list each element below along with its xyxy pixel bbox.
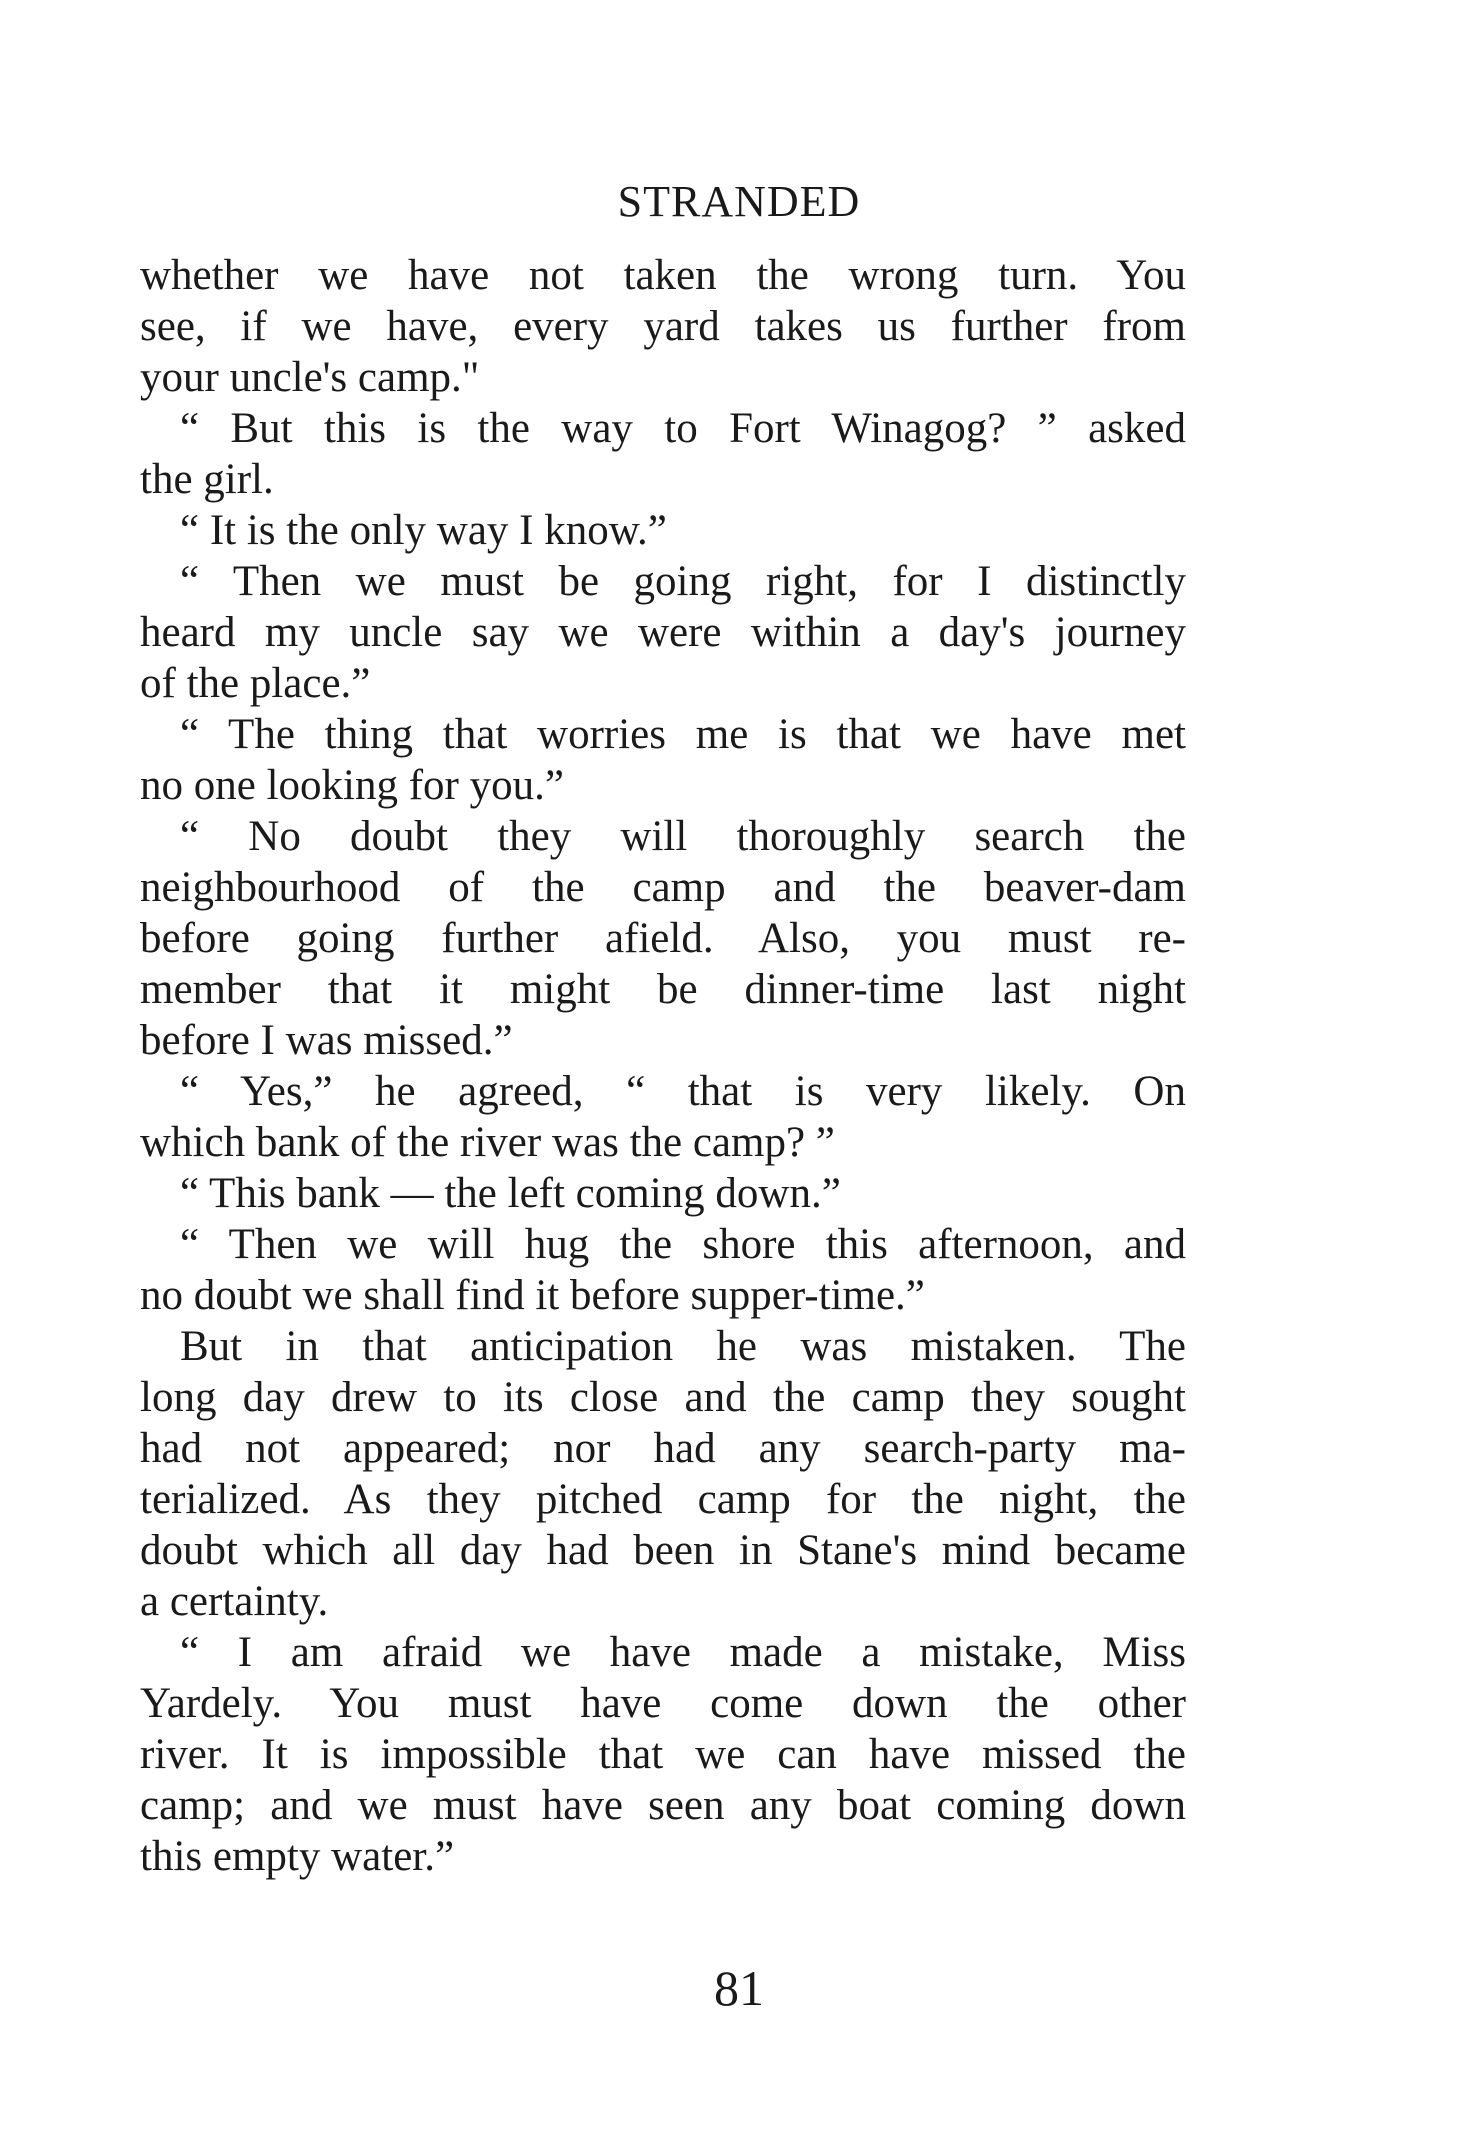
text-line: But in that anticipation he was mistaken. The <box>180 1323 1186 1370</box>
text-line: “ No doubt they will thoroughly search the <box>180 813 1186 860</box>
text-line: neighbourhood of the camp and the beaver-dam <box>140 864 1186 911</box>
text-line: of the place.” <box>140 660 371 707</box>
page-number: 81 <box>714 1960 764 2016</box>
text-line: “ I am afraid we have made a mistake, Miss <box>180 1629 1186 1676</box>
text-line: “ This bank — the left coming down.” <box>180 1170 841 1217</box>
text-line: before going further afield. Also, you must re- <box>140 915 1186 962</box>
text-line: no one looking for you.” <box>140 762 564 809</box>
text-line: “ Yes,” he agreed, “ that is very likely. On <box>180 1068 1186 1115</box>
text-line: “ But this is the way to Fort Winagog? ” asked <box>180 405 1186 452</box>
text-line: whether we have not taken the wrong turn. You <box>140 252 1186 299</box>
text-line: before I was missed.” <box>140 1017 513 1064</box>
text-line: which bank of the river was the camp? ” <box>140 1119 835 1166</box>
text-line: Yardely. You must have come down the other <box>140 1680 1186 1727</box>
text-line: this empty water.” <box>140 1833 455 1880</box>
text-line: a certainty. <box>140 1578 329 1625</box>
text-line: had not appeared; nor had any search-party ma- <box>140 1425 1186 1472</box>
text-line: see, if we have, every yard takes us further from <box>140 303 1186 350</box>
text-line: camp; and we must have seen any boat coming down <box>140 1782 1186 1829</box>
text-line: no doubt we shall find it before supper-time.” <box>140 1272 925 1319</box>
text-line: the girl. <box>140 456 274 503</box>
text-line: member that it might be dinner-time last night <box>140 966 1186 1013</box>
text-line: terialized. As they pitched camp for the night, the <box>140 1476 1186 1523</box>
text-line: “ It is the only way I know.” <box>180 507 667 554</box>
running-head: STRANDED <box>617 177 861 226</box>
text-line: river. It is impossible that we can have missed the <box>140 1731 1186 1778</box>
text-line: your uncle's camp." <box>140 354 480 401</box>
text-line: doubt which all day had been in Stane's mind became <box>140 1527 1186 1574</box>
text-line: heard my uncle say we were within a day's journey <box>140 609 1186 656</box>
body-text <box>140 250 1186 1882</box>
text-line: long day drew to its close and the camp they sought <box>140 1374 1186 1421</box>
text-line: “ The thing that worries me is that we have met <box>180 711 1186 758</box>
text-line: “ Then we will hug the shore this afternoon, and <box>180 1221 1186 1268</box>
text-line: “ Then we must be going right, for I distinctly <box>180 558 1186 605</box>
